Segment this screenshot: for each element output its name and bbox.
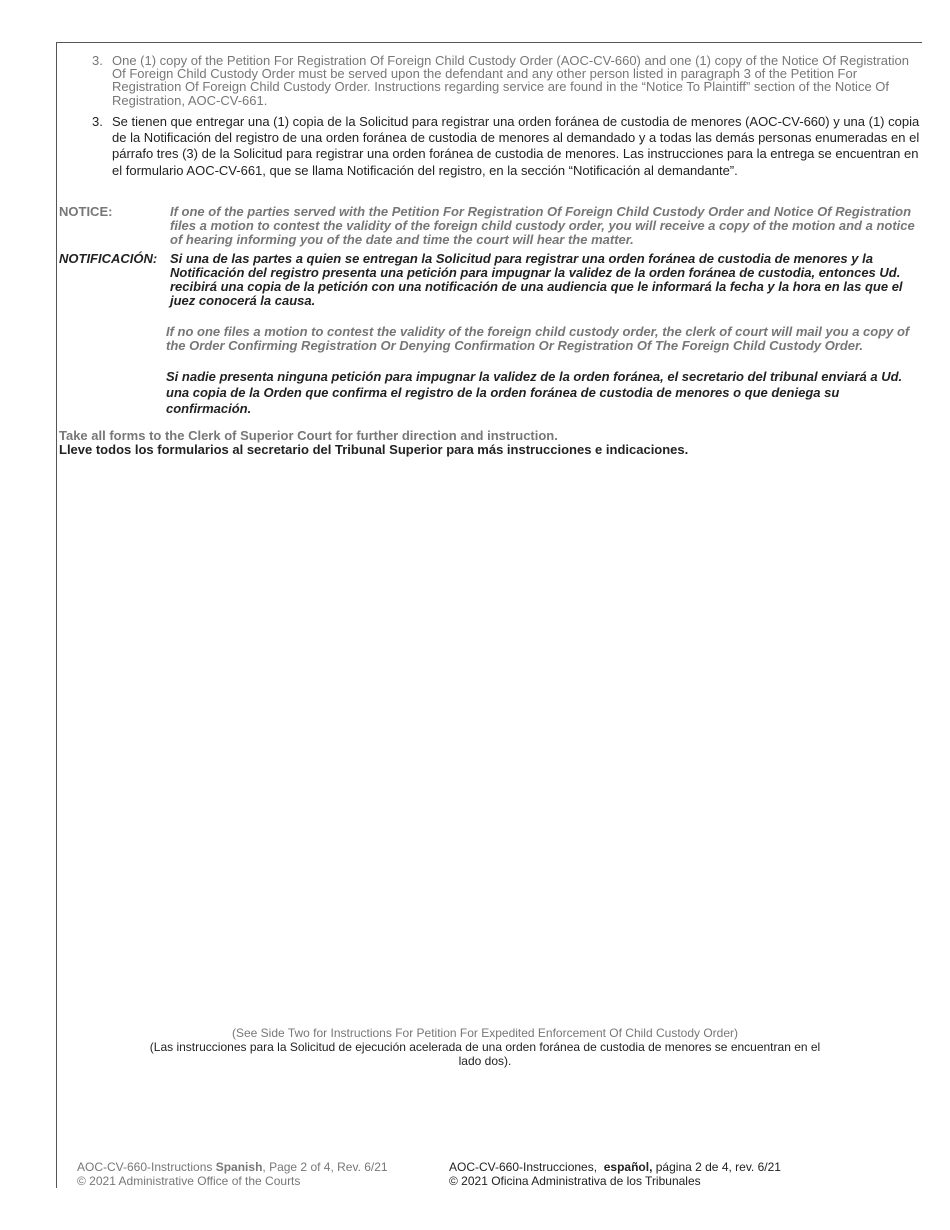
see-side-two-es: (Las instrucciones para la Solicitud de ejecución acelerada de una orden foránea de custodia de menores se encuentran en el lado dos). bbox=[149, 1040, 821, 1068]
footer-copyright: © 2021 Administrative Office of the Courts bbox=[77, 1174, 301, 1188]
page-frame-left bbox=[56, 42, 57, 1188]
notice-en-paragraph-2: If no one files a motion to contest the validity of the foreign child custody order, the clerk of court will mail you a copy of the Order Confirming Registration Or Denying Confirmation Or Registration Of The Foreign Child Custody Order. bbox=[166, 324, 910, 353]
footer-language: español, bbox=[603, 1160, 653, 1174]
footer-left bbox=[77, 1160, 437, 1188]
footer-form-name: AOC-CV-660-Instructions bbox=[77, 1160, 216, 1174]
footer-language: Spanish bbox=[215, 1160, 263, 1174]
item-text: One (1) copy of the Petition For Registration Of Foreign Child Custody Order (AOC-CV-660) and one (1) copy of the Notice Of Registration Of Foreign Child Custody Order must be served upon the defendant and any other person listed in paragraph 3 of the Petition For Registration Of Foreign Child Custody Order. Instructions regarding service are found in the “Notice To Plaintiff” section of the Notice Of Registration, AOC-CV-661. bbox=[112, 53, 909, 108]
footer-form-id bbox=[77, 1160, 437, 1174]
notice-text: Si una de las partes a quien se entregan la Solicitud para registrar una orden foránea de custodia de menores y la Notificación del registro presenta una petición para impugnar la validez de la orden foránea de custodia, entonces Ud. recibirá una copia de la petición con una notificación de una audiencia que le informará la fecha y la hora en las que el juez conocerá la causa. bbox=[170, 251, 903, 308]
notice-es-paragraph-2: Si nadie presenta ninguna petición para impugnar la validez de la orden foránea, el secretario del tribunal enviará a Ud. una copia de la Orden que confirma el registro de la orden foránea de custodia de menores o que deniega su confirmación. bbox=[166, 369, 903, 416]
footer-right bbox=[449, 1160, 869, 1188]
footer-form-name: AOC-CV-660-Instrucciones, bbox=[449, 1160, 604, 1174]
notice-text: If one of the parties served with the Petition For Registration Of Foreign Child Custody Order and Notice Of Registration files a motion to contest the validity of the foreign child custody order, you will receive a copy of the motion and a notice of hearing informing you of the date and time the court will hear the matter. bbox=[170, 204, 915, 247]
item-number: 3. bbox=[92, 114, 103, 129]
take-forms-en: Take all forms to the Clerk of Superior Court for further direction and instruction. bbox=[59, 428, 558, 443]
footer-copyright: © 2021 Oficina Administrativa de los Tribunales bbox=[449, 1174, 701, 1188]
item-number: 3. bbox=[92, 53, 103, 68]
notice-label: NOTIFICACIÓN: bbox=[59, 251, 158, 266]
see-side-two-en: (See Side Two for Instructions For Petition For Expedited Enforcement Of Child Custody Order) bbox=[232, 1026, 738, 1040]
item-text: Se tienen que entregar una (1) copia de la Solicitud para registrar una orden foránea de custodia de menores (AOC-CV-660) y una (1) copia de la Notificación del registro de una orden foránea de custodia de menores al demandado y a todas las demás personas enumeradas en el párrafo tres (3) de la Solicitud para registrar una orden foránea de custodia de menores. Las instrucciones para la entrega se encuentran en el formulario AOC-CV-661, que se llama Notificación del registro, en la sección “Notificación al demandante”. bbox=[112, 114, 920, 178]
footer-form-id bbox=[449, 1160, 869, 1174]
notice-label: NOTICE: bbox=[59, 204, 113, 219]
footer-page: , Page 2 of 4, Rev. 6/21 bbox=[262, 1160, 388, 1174]
take-forms-es: Lleve todos los formularios al secretario del Tribunal Superior para más instrucciones e indicaciones. bbox=[59, 442, 689, 457]
footer-page: página 2 de 4, rev. 6/21 bbox=[652, 1160, 781, 1174]
page-frame-top bbox=[56, 42, 922, 43]
